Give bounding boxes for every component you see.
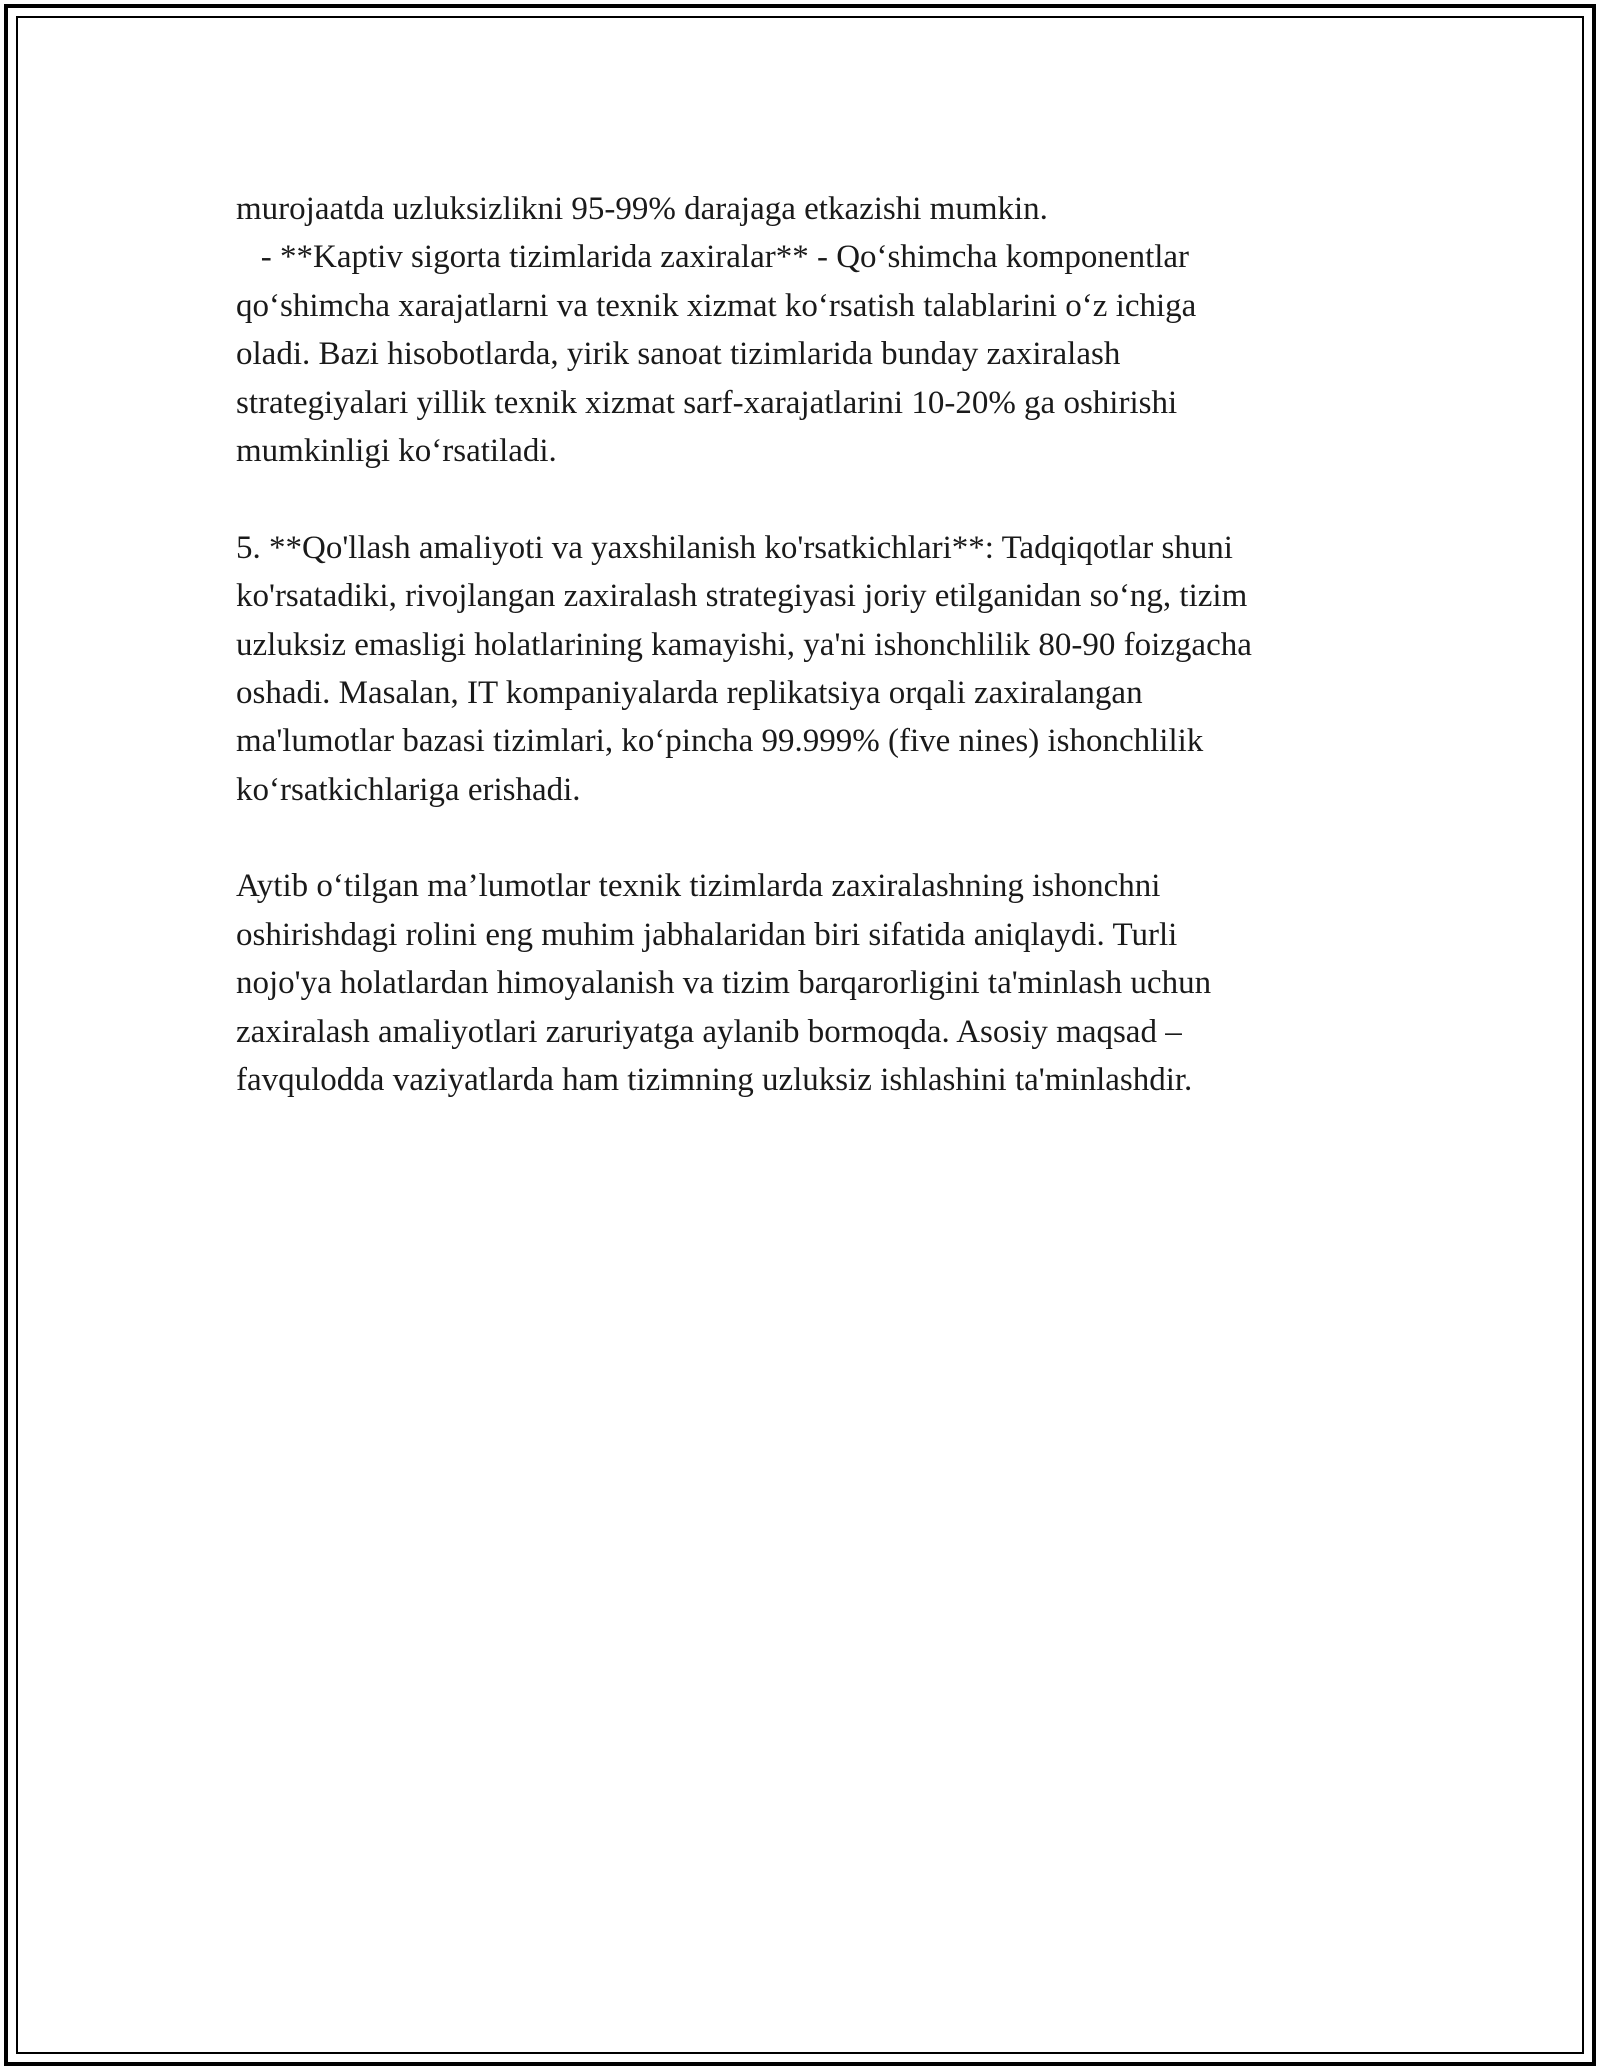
text-line: ma'lumotlar bazasi tizimlari, ko‘pincha 99.999% (five nines) ishonchlilik (236, 723, 1204, 760)
text-line: uzluksiz emasligi holatlarining kamayishi, ya'ni ishonchlilik 80-90 foizgacha (236, 626, 1252, 663)
text-line: - **Kaptiv sigorta tizimlarida zaxiralar** - Qo‘shimcha komponentlar (236, 239, 1190, 276)
text-line: strategiyalari yillik texnik xizmat sarf-xarajatlarini 10-20% ga oshirishi (236, 384, 1178, 421)
text-line: favqulodda vaziyatlarda ham tizimning uzluksiz ishlashini ta'minlashdir. (236, 1062, 1193, 1099)
text-line: oshirishdagi rolini eng muhim jabhalaridan biri sifatida aniqlaydi. Turli (236, 916, 1178, 953)
paragraph-conclusion (236, 862, 1386, 1104)
paragraph-spacer (236, 814, 1386, 862)
text-line: oladi. Bazi hisobotlarda, yirik sanoat tizimlarida bunday zaxiralash (236, 336, 1121, 373)
text-line: 5. **Qo'llash amaliyoti va yaxshilanish ko'rsatkichlari**: Tadqiqotlar shuni (236, 529, 1233, 566)
document-body (236, 185, 1386, 1104)
text-line: qo‘shimcha xarajatlarni va texnik xizmat ko‘rsatish talablarini o‘z ichiga (236, 287, 1197, 324)
text-line: nojo'ya holatlardan himoyalanish va tizim barqarorligini ta'minlash uchun (236, 965, 1212, 1002)
text-line: ko'rsatadiki, rivojlangan zaxiralash strategiyasi joriy etilganidan so‘ng, tizim (236, 578, 1248, 615)
text-line: mumkinligi ko‘rsatiladi. (236, 432, 557, 469)
text-line: zaxiralash amaliyotlari zaruriyatga aylanib bormoqda. Asosiy maqsad – (236, 1013, 1182, 1050)
paragraph-item-5 (236, 524, 1386, 814)
text-line: oshadi. Masalan, IT kompaniyalarda replikatsiya orqali zaxiralangan (236, 674, 1143, 711)
paragraph-spacer (236, 475, 1386, 523)
text-line: ko‘rsatkichlariga erishadi. (236, 771, 581, 808)
text-line: murojaatda uzluksizlikni 95-99% darajaga etkazishi mumkin. (236, 191, 1048, 227)
paragraph-continuation (236, 185, 1386, 475)
text-line: Aytib o‘tilgan ma’lumotlar texnik tizimlarda zaxiralashning ishonchni (236, 868, 1161, 905)
